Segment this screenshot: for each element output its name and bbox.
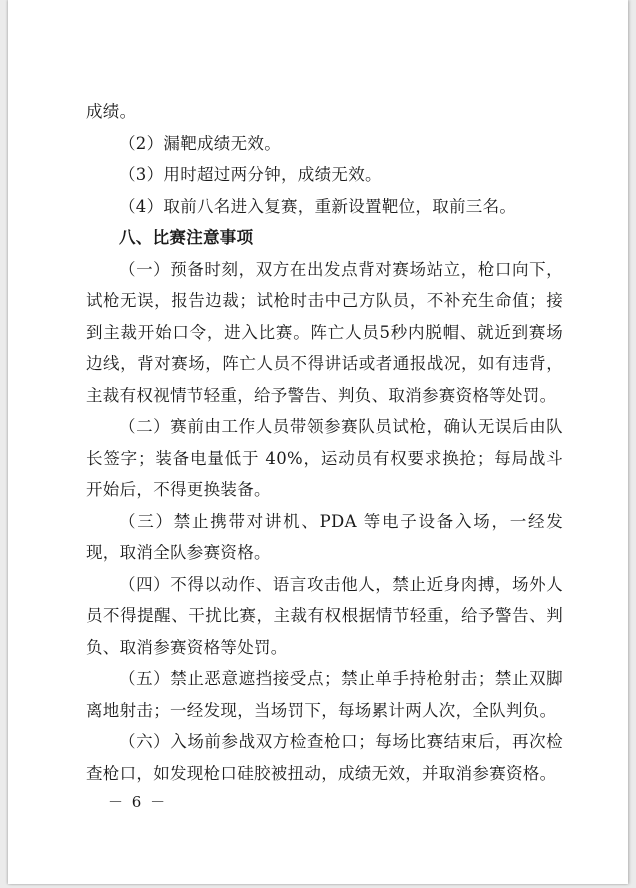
- paragraph-note-1: （一）预备时刻，双方在出发点背对赛场站立，枪口向下，试枪无误，报告边裁；试枪时击中己方队员，不补充生命值；接到主裁开始口令，进入比赛。阵亡人员5秒内脱帽、就近到赛场边线，背对赛场，阵亡人员不得讲话或者通报战况，如有违背，主裁有权视情节轻重，给予警告、判负、取消参赛资格等处罚。: [86, 259, 563, 405]
- section-heading-notes: 八、比赛注意事项: [119, 228, 254, 247]
- document-page: [8, 0, 628, 884]
- paragraph-rule-2: （2）漏靶成绩无效。: [119, 133, 281, 153]
- paragraph-note-4: （四）不得以动作、语言攻击他人，禁止近身肉搏，场外人员不得提醒、干扰比赛，主裁有权根据情节轻重，给予警告、判负、取消参赛资格等处罚。: [86, 574, 563, 657]
- paragraph-rule-3: （3）用时超过两分钟，成绩无效。: [119, 165, 382, 184]
- paragraph-score-continuation: 成绩。: [86, 102, 137, 121]
- page-number: － 6 －: [108, 793, 168, 811]
- paragraph-note-6: （六）入场前参战双方检查枪口；每场比赛结束后，再次检查枪口，如发现枪口硅胶被扭动，成绩无效，并取消参赛资格。: [86, 732, 563, 783]
- paragraph-note-3: （三）禁止携带对讲机、PDA 等电子设备入场，一经发现，取消全队参赛资格。: [86, 511, 563, 562]
- paragraph-note-2: （二）赛前由工作人员带领参赛队员试枪，确认无误后由队长签字；装备电量低于 40%，运动员有权要求换抢；每局战斗开始后，不得更换装备。: [86, 417, 563, 499]
- paragraph-note-5: （五）禁止恶意遮挡接受点；禁止单手持枪射击；禁止双脚离地射击；一经发现，当场罚下，每场累计两人次，全队判负。: [86, 669, 563, 720]
- document-body: [86, 96, 563, 789]
- paragraph-rule-4: （4）取前八名进入复赛，重新设置靶位，取前三名。: [119, 196, 517, 216]
